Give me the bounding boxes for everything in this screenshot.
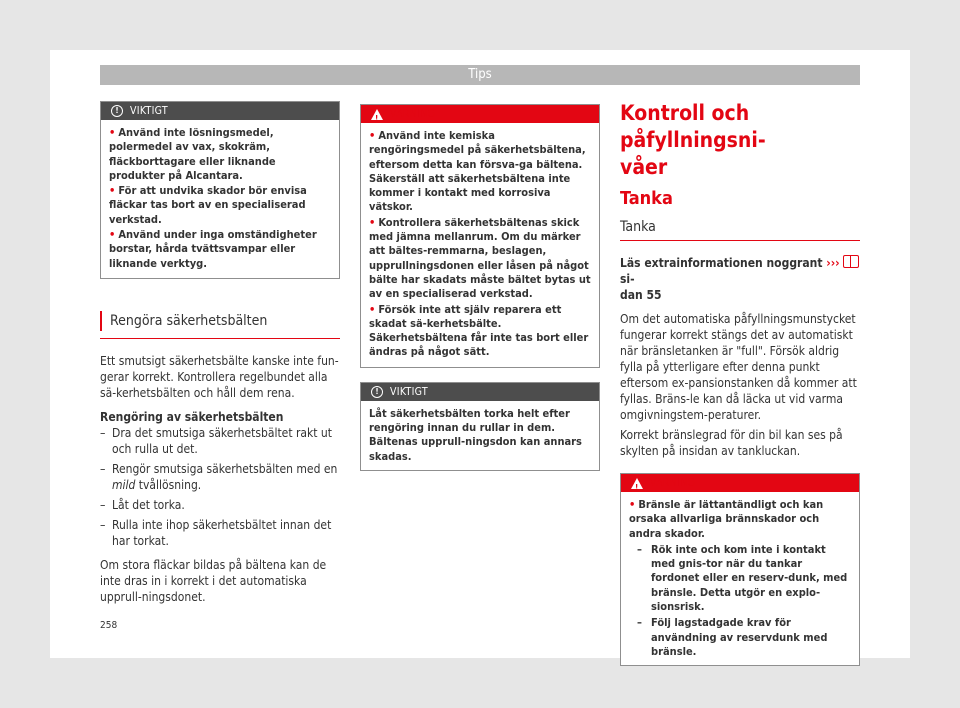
sub-list-item: – Rök inte och kom inte i kontakt med gnis-tor när du tankar fordonet eller en reserv-dunk, med bränsle. Detta utgör en explo-sionsrisk.: [637, 542, 848, 614]
list-item: • Använd under inga omständigheter borstar, hårda tvättsvampar eller liknande verktyg.: [109, 228, 317, 270]
list-item: – Rulla inte ihop säkerhetsbältet innan det har torkat.: [100, 517, 332, 548]
info-circle-icon: !: [371, 386, 383, 398]
important-label: VIKTIGT: [390, 385, 428, 398]
list-item: • Använd inte kemiska rengöringsmedel på säkerhetsbältena, eftersom detta kan försva-ga bältena. Säkerställ att säkerhetsbältena inte kommer i kontakt med korrosiva vätskor.: [369, 129, 586, 214]
warning-box-body: [361, 123, 599, 367]
section-title: Tanka: [620, 219, 656, 235]
paragraph: Om det automatiska påfyllningsmunstycket fungerar korrekt stängs det av automatiskt när bränsletanken är "full". Försök aldrig fylla på ytterligare efter denna punkt eftersom ex-pansionstanken då kommer att fyllas. Bräns-le kan då läcka ut vid varma omgivningstem-peraturer.: [620, 312, 857, 422]
chapter-subtitle: Tanka: [620, 188, 673, 209]
subheading: Rengöring av säkerhetsbälten: [100, 409, 284, 424]
page-number: 258: [100, 620, 118, 631]
section-heading-belts: [100, 311, 340, 331]
warning-triangle-icon: !: [371, 109, 383, 120]
tanka-body: [620, 255, 860, 459]
important-box-body: [101, 120, 339, 278]
intro-paragraph: Ett smutsigt säkerhetsbälte kanske inte fun-gerar korrekt. Kontrollera regelbundet alla sä-kerhetsbälten och håll dem rena.: [100, 353, 339, 400]
list-item: • Kontrollera säkerhetsbältenas skick med jämna mellanrum. Om du märker att bältes-remmarna, beslagen, upprullningsdonen eller låsen på något bälte har skadats måste bältet bytas ut av en specialiserad verkstad.: [369, 215, 591, 301]
sub-list-item: – Följ lagstadgade krav för användning av reservdunk med bränsle.: [637, 616, 828, 658]
warning-label: VARNING: [650, 477, 696, 489]
info-circle-icon: !: [111, 105, 123, 117]
warning-box-header: [361, 105, 599, 123]
middle-column: [360, 104, 600, 471]
list-item: • Försök inte att själv reparera ett skadat sä-kerhetsbälte. Säkerhetsbältena får inte tas bort eller ändras på något sätt.: [369, 302, 589, 359]
important-box: [100, 101, 340, 279]
fuel-warning-box: [620, 473, 860, 666]
right-column: [620, 100, 860, 666]
warning-box-header: [621, 474, 859, 492]
header-title: Tips: [468, 67, 492, 82]
list-item: • Bränsle är lättantändligt och kan orsaka allvarliga brännskador och andra skador.: [629, 498, 824, 540]
chapter-title: Kontroll och påfyllningsni- våer: [620, 101, 766, 179]
book-icon: [843, 255, 859, 268]
outro-paragraph: Om stora fläckar bildas på bältena kan de inte dras in i korrekt i det automatiska upprull-ningsdonet.: [100, 557, 327, 604]
important-label: VIKTIGT: [130, 105, 168, 117]
list-item: • Använd inte lösningsmedel, polermedel av vax, skokräm, fläckborttagare eller liknande produkter på Alcantara.: [109, 126, 276, 182]
list-item: – Låt det torka.: [100, 497, 185, 512]
section-heading-tanka: [620, 217, 860, 237]
list-item: – Dra det smutsiga säkerhetsbältet rakt ut och rulla ut det.: [100, 425, 333, 456]
important-box-2: [360, 382, 600, 471]
left-column: [100, 101, 340, 605]
list-item: • För att undvika skador bör envisa fläckar tas bort av en specialiserad verkstad.: [109, 184, 307, 226]
section-title: Rengöra säkerhetsbälten: [110, 312, 268, 329]
warning-box: [360, 104, 600, 368]
warning-label: VARNING: [390, 108, 436, 120]
list-item: – Rengör smutsiga säkerhetsbälten med en mild tvållösning.: [100, 461, 338, 492]
important-box-2-header: [361, 383, 599, 401]
warning-triangle-icon: !: [631, 478, 643, 489]
paragraph: Korrekt bränslegrad för din bil kan ses på skylten på insidan av tankluckan.: [620, 428, 843, 458]
reference-line: Läs extrainformationen noggrant ››› si- dan 55: [620, 255, 860, 303]
important-box-header: [101, 102, 339, 120]
fuel-warning-body: [621, 492, 859, 665]
belt-body: [100, 353, 340, 605]
important-box-2-body: Låt säkerhetsbälten torka helt efter rengöring innan du rullar in dem. Bältenas upprull-ningsdon kan annars skadas.: [369, 406, 582, 463]
header-bar: [100, 65, 860, 85]
